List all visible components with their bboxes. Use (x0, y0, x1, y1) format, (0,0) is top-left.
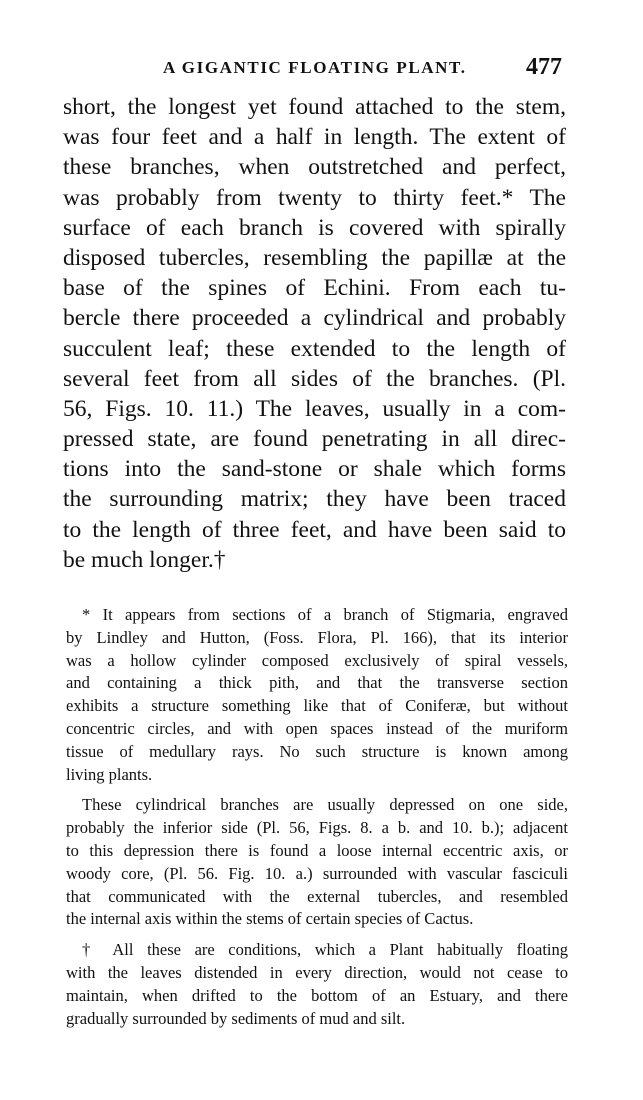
body-line: these branches, when outstretched and perfect, (63, 154, 566, 181)
body-line: the surrounding matrix; they have been traced (63, 486, 566, 513)
footnote-line: that communicated with the external tubercles, and resembled (66, 886, 568, 906)
body-line: was four feet and a half in length. The extent of (63, 124, 566, 151)
footnote-line: tissue of medullary rays. No such structure is known among (66, 741, 568, 761)
footnote-line: concentric circles, and with open spaces instead of the muriform (66, 718, 568, 738)
footnote-spacer (66, 786, 568, 794)
body-line: base of the spines of Echini. From each tu- (63, 275, 566, 302)
footnote-line: with the leaves distended in every direction, would not cease to (66, 962, 568, 982)
footnote-line: and containing a thick pith, and that the transverse section (66, 673, 568, 693)
footnote-line: † All these are conditions, which a Plant habitually floating (82, 940, 568, 960)
footnote-line: maintain, when drifted to the bottom of an Estuary, and there (66, 985, 568, 1005)
body-line: surface of each branch is covered with spirally (63, 214, 566, 241)
footnote-line: exhibits a structure something like that of Coniferæ, but without (66, 696, 568, 716)
running-header (60, 54, 570, 84)
body-line: be much longer.† (63, 546, 226, 573)
footnote-line: probably the inferior side (Pl. 56, Figs. 8. a b. and 10. b.); adjacent (66, 818, 568, 838)
footnote-floating-plant (66, 939, 568, 1030)
footnote-line: * It appears from sections of a branch of Stigmaria, engraved (82, 605, 568, 624)
body-line: pressed state, are found penetrating in all direc- (63, 426, 566, 453)
footnote-line: by Lindley and Hutton, (Foss. Flora, Pl. 166), that its interior (66, 627, 568, 647)
body-line: succulent leaf; these extended to the length of (63, 335, 566, 362)
body-line: to the length of three feet, and have been said to (63, 516, 566, 543)
footnote-line: was a hollow cylinder composed exclusively of spiral vessels, (66, 650, 568, 670)
footnote-line: the internal axis within the stems of certain species of Cactus. (66, 909, 474, 929)
footnote-stigmaria (66, 604, 568, 786)
footnote-line: These cylindrical branches are usually depressed on one side, (82, 795, 568, 815)
body-paragraph (63, 92, 566, 575)
body-line: tions into the sand-stone or shale which forms (63, 456, 566, 483)
footnote-spacer (66, 931, 568, 939)
running-title: A GIGANTIC FLOATING PLANT. (163, 58, 467, 77)
body-line: short, the longest yet found attached to the stem, (63, 94, 566, 120)
page-number: 477 (526, 54, 562, 80)
body-line: bercle there proceeded a cylindrical and probably (63, 305, 566, 332)
footnote-line: living plants. (66, 764, 153, 784)
footnote-line: to this depression there is found a loose internal eccentric axis, or (66, 840, 568, 860)
footnote-line: woody core, (Pl. 56. Fig. 10. a.) surrounded with vascular fasciculi (66, 863, 568, 883)
footnote-cylindrical-branches (66, 794, 568, 931)
body-line: was probably from twenty to thirty feet.* The (63, 184, 566, 211)
body-line: disposed tubercles, resembling the papillæ at the (63, 244, 566, 271)
body-line: several feet from all sides of the branches. (Pl. (63, 365, 566, 392)
footnote-line: gradually surrounded by sediments of mud and silt. (66, 1008, 406, 1028)
body-line: 56, Figs. 10. 11.) The leaves, usually in a com- (63, 395, 566, 422)
footnotes (66, 604, 568, 1030)
